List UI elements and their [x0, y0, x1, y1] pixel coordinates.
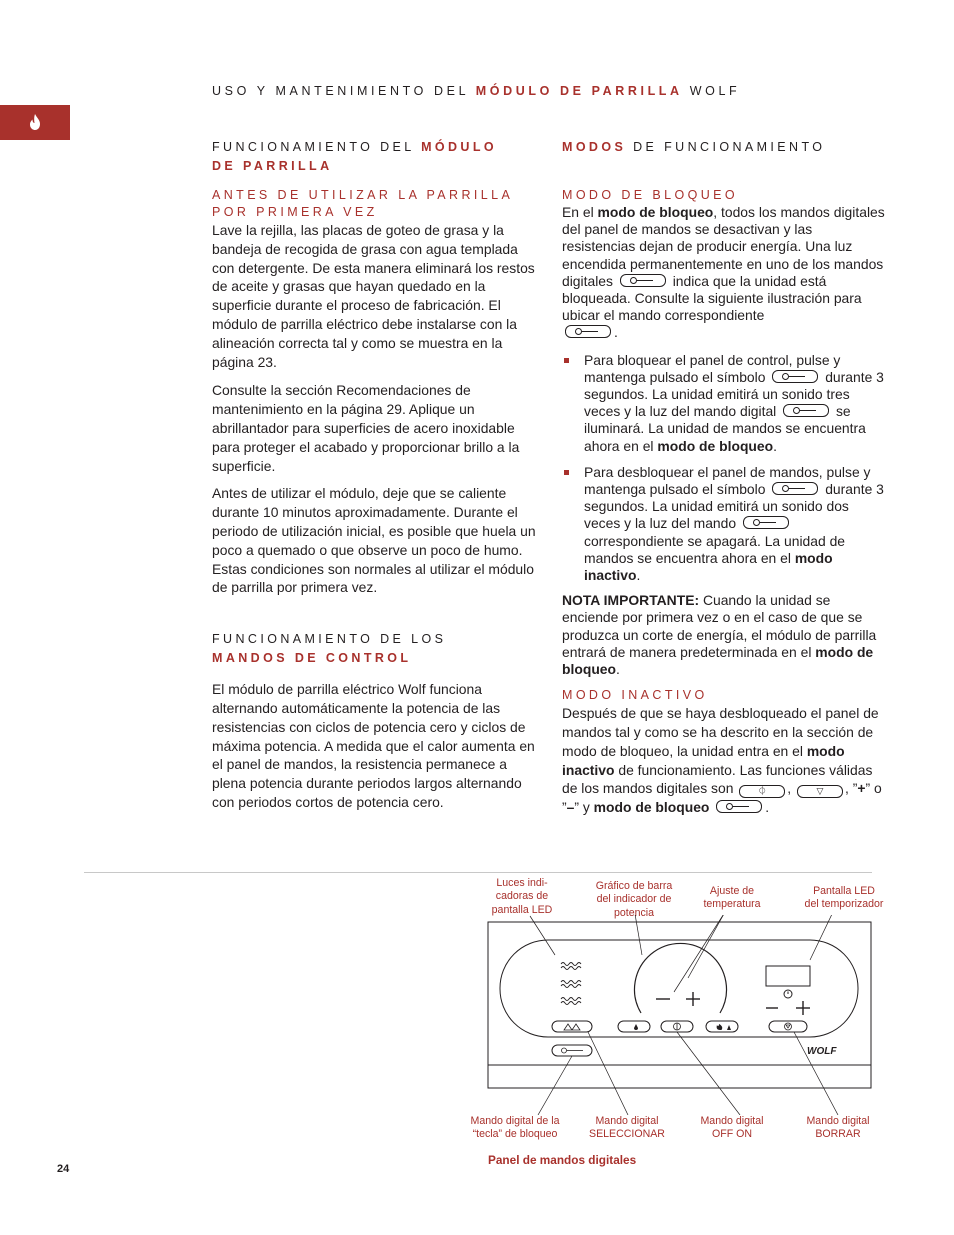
- subtitle-lock-mode: MODO DE BLOQUEO: [562, 188, 739, 202]
- subtitle-idle-mode: MODO INACTIVO: [562, 688, 708, 703]
- label-off-on: Mando digital OFF ON: [700, 1115, 764, 1141]
- lock-key-icon: [716, 800, 762, 813]
- important-note: NOTA IMPORTANTE: Cuando la unidad se enciende por primera vez o en el caso de que se produzca un corte de energía, el módulo de parrilla entrará de manera predeterminada en el modo de bloqueo.: [562, 592, 877, 678]
- label-power-bar-graph: Gráfico de barra del indicador de potencia: [595, 880, 673, 919]
- label-lock-key: Mando digital de la “tecla” de bloqueo: [470, 1115, 560, 1141]
- panel-frame: [488, 922, 871, 1088]
- list-item: Para desbloquear el panel de mandos, pulse y mantenga pulsado el símbolo durante 3 segundos. La unidad emitirá un sonido dos veces y la luz del mando correspondiente se apagará. La unidad de mandos se encuentra ahora en el modo inactivo.: [562, 464, 887, 584]
- list-item: Para bloquear el panel de control, pulse y mantenga pulsado el símbolo durante 3 segundos. La unidad emitirá un sonido tres veces y la luz del mando digital se iluminará. La unidad de mandos se encuentra ahora en el modo de bloqueo.: [562, 352, 887, 455]
- subtitle-before-first-use: ANTES DE UTILIZAR LA PARRILLA POR PRIMERA VEZ: [212, 188, 514, 219]
- running-header: USO Y MANTENIMIENTO DEL MÓDULO DE PARRILLA WOLF: [212, 84, 741, 98]
- page-number: 24: [57, 1163, 70, 1175]
- control-panel-diagram: [460, 915, 900, 1115]
- clear-icon: ▽: [797, 785, 843, 798]
- off-on-icon: ⏀: [739, 785, 785, 798]
- flame-icon: [28, 113, 42, 131]
- section-title-modes: MODOS DE FUNCIONAMIENTO: [562, 140, 826, 154]
- label-led-indicators: Luces indi- cadoras de pantalla LED: [491, 877, 553, 916]
- section-tab: [0, 105, 70, 140]
- paragraph: En el modo de bloqueo, todos los mandos digitales del panel de mandos se desactivan y las resistencias dejan de producir energía. Una luz encendida permanentemente en uno de los mandos digitales indica que la unidad está bloqueada. Consulte la siguiente ilustración para ubicar el mando correspondiente .: [562, 204, 885, 341]
- section-title-grill-operation: FUNCIONAMIENTO DEL MÓDULO DE PARRILLA: [212, 140, 498, 173]
- header-highlight: MÓDULO DE PARRILLA: [475, 84, 683, 98]
- lock-key-icon: [772, 482, 818, 495]
- figure-caption: Panel de mandos digitales: [488, 1153, 637, 1167]
- right-column: [562, 138, 887, 817]
- paragraph: Después de que se haya desbloqueado el panel de mandos tal y como se ha descrito en la sección de modo de bloqueo, la unidad entra en el modo inactivo de funcionamiento. Las funciones válidas de los mandos digitales son ⏀ , ▽ , ”+” o ”–” y modo de bloqueo .: [562, 705, 882, 816]
- left-column: [212, 138, 537, 812]
- lock-steps-list: [562, 352, 887, 585]
- brand-logo: WOLF: [807, 1046, 837, 1057]
- label-clear: Mando digital BORRAR: [806, 1115, 870, 1141]
- label-temperature-setting: Ajuste de temperatura: [703, 885, 761, 911]
- paragraph: Lave la rejilla, las placas de goteo de grasa y la bandeja de recogida de grasa con agua templada con detergente. De esta manera eliminará los restos de aceite y grasas que hayan quedado en la superficie durante el proceso de fabricación. El módulo de parrilla eléctrico debe instalarse con la alineación correcta tal y como se muestra en la página 23.: [212, 222, 535, 370]
- paragraph: Antes de utilizar el módulo, deje que se caliente durante 10 minutos aproximadamente. Durante el periodo de utilización inicial, es posible que huela un poco a quemado o que observe un poco de humo. Estas condiciones son normales al utilizar el módulo de parrilla por primera vez.: [212, 485, 536, 596]
- lock-key-icon: [772, 370, 818, 383]
- lock-key-icon: [743, 516, 789, 529]
- label-select: Mando digital SELECCIONAR: [589, 1115, 665, 1141]
- paragraph: Consulte la sección Recomendaciones de mantenimiento en la página 29. Aplique un abrillantador para superficies de acero inoxidable para proteger el acabado y proporcionar brillo a la superficie.: [212, 382, 520, 474]
- lock-key-icon: [565, 325, 611, 338]
- divider: [84, 872, 872, 873]
- paragraph: El módulo de parrilla eléctrico Wolf funciona alternando automáticamente la potencia de las resistencias con ciclos de potencia cero y ciclos de máxima potencia. A medida que el calor aumenta en el panel de mandos, la resistencia permanece a plena potencia durante periodos largos alternando con periodos cortos de potencia cero.: [212, 681, 535, 810]
- label-timer-led: Pantalla LED del temporizador: [804, 885, 884, 911]
- lock-key-icon: [783, 404, 829, 417]
- lock-key-icon: [620, 274, 666, 287]
- section-title-controls: FUNCIONAMIENTO DE LOS MANDOS DE CONTROL: [212, 632, 447, 666]
